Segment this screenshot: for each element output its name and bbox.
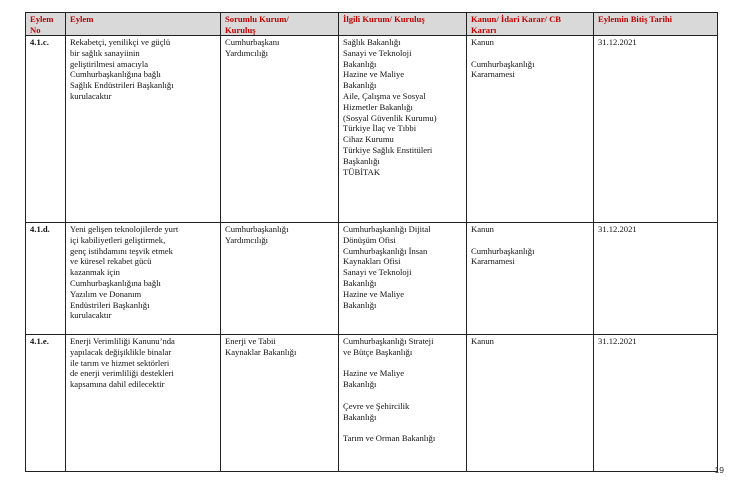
cell-text-line: ile tarım ve hizmet sektörleri [70, 357, 170, 368]
deadline-cell: 31.12.2021 [594, 335, 718, 472]
cell-text-line: geliştirilmesi amacıyla [70, 58, 149, 69]
cell-text-line: genç istihdamını teşvik etmek [70, 245, 173, 256]
cell-text-line: Cumhurbaşkanlığı Dijital [343, 224, 431, 234]
responsible-institution-cell [221, 335, 339, 472]
header-deadline [594, 13, 718, 36]
cell-text-line: Bakanlığı [343, 411, 377, 422]
cell-text-line: Yardımcılığı [225, 47, 269, 58]
action-description-cell [66, 36, 221, 223]
cell-text-line: yapılacak değişiklikle binalar [70, 346, 172, 357]
cell-text-line: Cumhurbaşkanı [225, 37, 280, 47]
action-code-cell: 4.1.e. [26, 335, 66, 472]
cell-text-line: Sağlık Bakanlığı [343, 37, 401, 47]
cell-text-line: (Sosyal Güvenlik Kurumu) [343, 112, 437, 123]
cell-text-line: Sorumlu Kurum/ [225, 14, 289, 24]
cell-text-line: Kanun [471, 224, 494, 234]
cell-text-line: Bakanlığı [343, 58, 377, 69]
action-plan-table [25, 12, 718, 472]
legal-instrument-cell [467, 223, 594, 335]
cell-text-line: Tarım ve Orman Bakanlığı [343, 433, 436, 444]
cell-text-line: Cumhurbaşkanlığı İnsan [343, 245, 428, 256]
cell-text-line: Türkiye İlaç ve Tıbbi [343, 123, 417, 134]
cell-text-line: kapsamına dahil edilecektir [70, 379, 165, 390]
header-responsible-institution [221, 13, 339, 36]
action-description-cell [66, 223, 221, 335]
cell-text-line: Başkanlığı [343, 155, 380, 166]
cell-text-line: Dönüşüm Ofisi [343, 234, 396, 245]
cell-text-line: Bakanlığı [343, 299, 377, 310]
cell-text-line: kazanmak için [70, 267, 120, 278]
cell-text-line: Cihaz Kurumu [343, 134, 394, 145]
cell-text-line: Hizmetler Bakanlığı [343, 101, 413, 112]
cell-text-line: içi kabiliyetleri geliştirmek, [70, 234, 166, 245]
cell-text-line: Yeni gelişen teknolojilerde yurt [70, 224, 179, 234]
cell-text-line: Kanun [471, 37, 494, 47]
cell-text-line: No [30, 24, 41, 35]
cell-text-line: Bakanlığı [343, 277, 377, 288]
cell-text-line: Kararı [471, 24, 497, 35]
cell-text-line: kurulacaktır [70, 310, 112, 321]
cell-text-line: Bakanlığı [343, 379, 377, 390]
cell-text-line: ve küresel rekabet gücü [70, 256, 152, 267]
cell-text-line: Kanun/ İdari Karar/ CB [471, 14, 562, 24]
cell-text-line: Kaynaklar Bakanlığı [225, 346, 297, 357]
cell-text-line: Enerji Verimliliği Kanunu’nda [70, 336, 175, 346]
action-code-cell: 4.1.d. [26, 223, 66, 335]
related-institutions-cell [339, 335, 467, 472]
cell-text-line: Rekabetçi, yenilikçi ve güçlü [70, 37, 171, 47]
cell-text-line: Kanun [471, 336, 494, 346]
table-row [26, 223, 718, 335]
cell-text-line: Bakanlığı [343, 80, 377, 91]
cell-text-line: Kuruluş [225, 24, 256, 35]
cell-text-line: Kararnamesi [471, 256, 515, 267]
legal-instrument-cell [467, 335, 594, 472]
cell-text-line: Eylem [30, 14, 54, 24]
cell-text-line: İlgili Kurum/ Kuruluş [343, 14, 425, 24]
cell-text-line: Türkiye Sağlık Enstitüleri [343, 144, 433, 155]
cell-text-line: Kaynakları Ofisi [343, 256, 401, 267]
cell-text-line: Aile, Çalışma ve Sosyal [343, 90, 426, 101]
cell-text-line: TÜBİTAK [343, 166, 381, 177]
deadline-cell: 31.12.2021 [594, 223, 718, 335]
table-row [26, 36, 718, 223]
responsible-institution-cell [221, 223, 339, 335]
related-institutions-cell [339, 36, 467, 223]
action-description-cell [66, 335, 221, 472]
related-institutions-cell [339, 223, 467, 335]
cell-text-line: Çevre ve Şehircilik [343, 400, 410, 411]
cell-text-line: Hazine ve Maliye [343, 69, 405, 80]
cell-text-line: Enerji ve Tabii [225, 336, 276, 346]
header-action-code [26, 13, 66, 36]
cell-text-line: Hazine ve Maliye [343, 368, 405, 379]
cell-text-line: Eylemin Bitiş Tarihi [598, 14, 673, 24]
cell-text-line: Yardımcılığı [225, 234, 269, 245]
legal-instrument-cell [467, 36, 594, 223]
cell-text-line: de enerji verimliliği destekleri [70, 368, 174, 379]
cell-text-line: Endüstrileri Başkanlığı [70, 299, 150, 310]
cell-text-line: Cumhurbaşkanlığına bağlı [70, 277, 161, 288]
header-related-institutions [339, 13, 467, 36]
cell-text-line: Eylem [70, 14, 94, 24]
header-action [66, 13, 221, 36]
table-row [26, 335, 718, 472]
responsible-institution-cell [221, 36, 339, 223]
cell-text-line: ve Bütçe Başkanlığı [343, 346, 413, 357]
cell-text-line: Cumhurbaşkanlığı [471, 58, 535, 69]
cell-text-line: Yazılım ve Donanım [70, 288, 142, 299]
cell-text-line: Sağlık Endüstrileri Başkanlığı [70, 80, 174, 91]
cell-text-line: Hazine ve Maliye [343, 288, 405, 299]
table-header-row [26, 13, 718, 36]
deadline-cell: 31.12.2021 [594, 36, 718, 223]
cell-text-line: kurulacaktır [70, 90, 112, 101]
cell-text-line: Cumhurbaşkanlığı Strateji [343, 336, 434, 346]
action-code-cell: 4.1.c. [26, 36, 66, 223]
cell-text-line: bir sağlık sanayiinin [70, 47, 140, 58]
cell-text-line: Kararnamesi [471, 69, 515, 80]
cell-text-line: Cumhurbaşkanlığı [225, 224, 289, 234]
cell-text-line: Cumhurbaşkanlığı [471, 245, 535, 256]
page-number: 19 [714, 465, 724, 475]
cell-text-line: Cumhurbaşkanlığına bağlı [70, 69, 161, 80]
cell-text-line: Sanayi ve Teknoloji [343, 267, 412, 278]
cell-text-line: Sanayi ve Teknoloji [343, 47, 412, 58]
header-legal-instrument [467, 13, 594, 36]
